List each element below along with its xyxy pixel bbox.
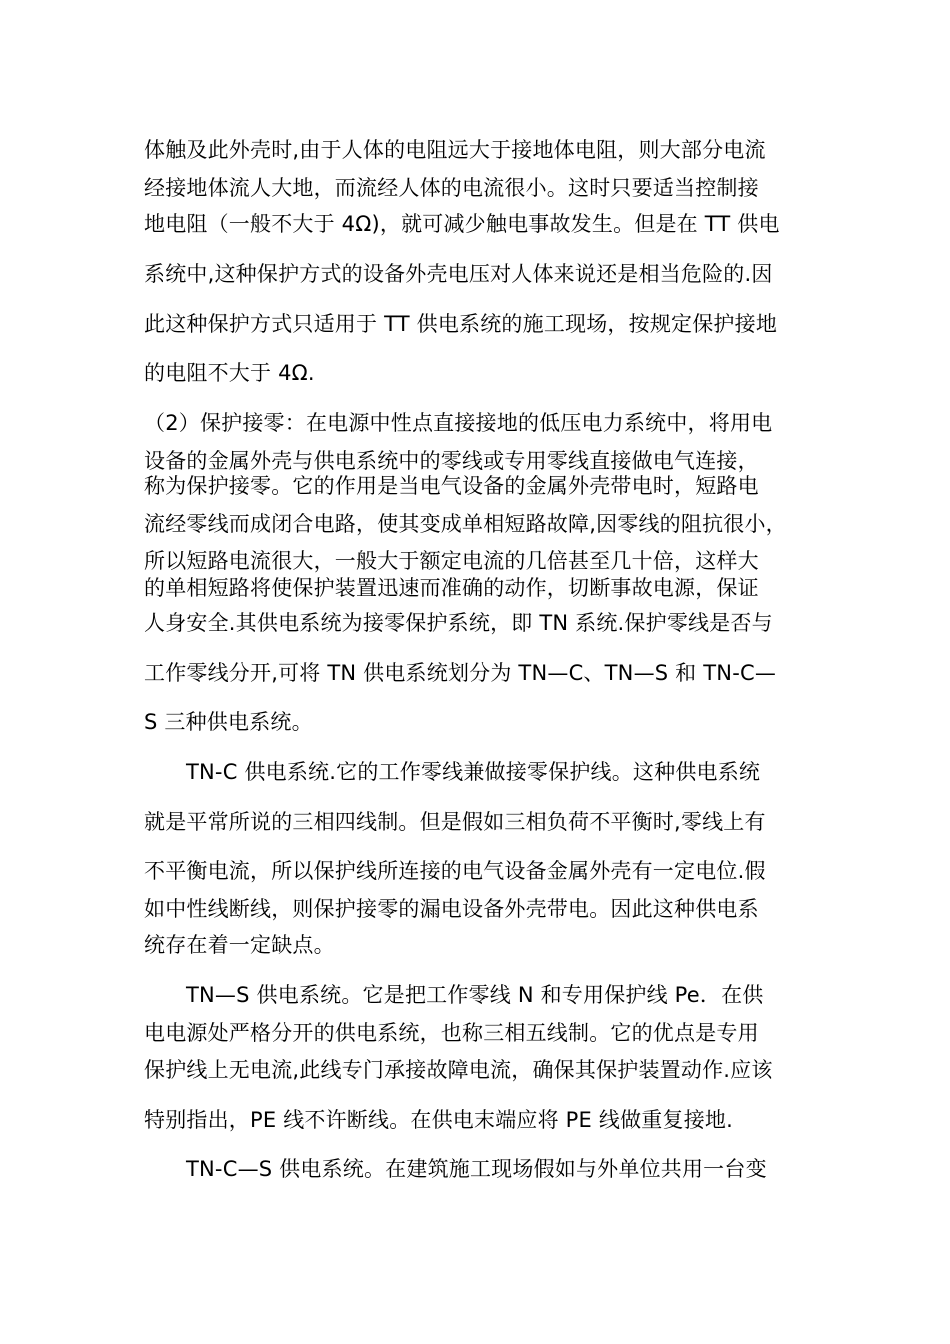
text-line: 体触及此外壳时,由于人体的电阻远大于接地体电阻，则大部分电流	[144, 138, 766, 162]
text-line: S 三种供电系统。	[144, 710, 313, 734]
text-line: 所以短路电流很大，一般大于额定电流的几倍甚至几十倍，这样大	[144, 549, 759, 573]
text-line: TN-C—S 供电系统。在建筑施工现场假如与外单位共用一台变	[186, 1157, 767, 1181]
text-line: TN-C 供电系统.它的工作零线兼做接零保护线。这种供电系统	[186, 760, 761, 784]
text-line: 的电阻不大于 4Ω.	[144, 361, 315, 385]
text-line: 此这种保护方式只适用于 TT 供电系统的施工现场，按规定保护接地	[144, 312, 778, 336]
text-line: 设备的金属外壳与供电系统中的零线或专用零线直接做电气连接，	[144, 449, 759, 473]
text-line: 的单相短路将使保护装置迅速而准确的动作，切断事故电源，保证	[144, 576, 759, 600]
text-line: 统存在着一定缺点。	[144, 933, 335, 957]
text-line: 不平衡电流，所以保护线所连接的电气设备金属外壳有一定电位.假	[144, 859, 766, 883]
text-line: TN—S 供电系统。它是把工作零线 N 和专用保护线 Pe．在供	[186, 983, 764, 1007]
text-line: 流经零线而成闭合电路，使其变成单相短路故障,因零线的阻抗很小，	[144, 512, 787, 536]
text-line: 经接地体流人大地，而流经人体的电流很小。这时只要适当控制接	[144, 176, 759, 200]
text-line: 如中性线断线，则保护接零的漏电设备外壳带电。因此这种供电系	[144, 897, 759, 921]
text-line: （2）保护接零：在电源中性点直接接地的低压电力系统中，将用电	[144, 411, 773, 435]
text-line: 工作零线分开,可将 TN 供电系统划分为 TN—C、TN—S 和 TN-C—	[144, 661, 777, 685]
text-line: 特别指出，PE 线不许断线。在供电末端应将 PE 线做重复接地.	[144, 1108, 733, 1132]
text-line: 系统中,这种保护方式的设备外壳电压对人体来说还是相当危险的.因	[144, 262, 773, 286]
text-line: 保护线上无电流,此线专门承接故障电流，确保其保护装置动作.应该	[144, 1058, 773, 1082]
text-line: 称为保护接零。它的作用是当电气设备的金属外壳带电时，短路电	[144, 474, 759, 498]
text-line: 电电源处严格分开的供电系统，也称三相五线制。它的优点是专用	[144, 1021, 759, 1045]
text-line: 人身安全.其供电系统为接零保护系统，即 TN 系统.保护零线是否与	[144, 611, 773, 635]
text-line: 地电阻（一般不大于 4Ω)，就可减少触电事故发生。但是在 TT 供电	[144, 212, 780, 236]
text-line: 就是平常所说的三相四线制。但是假如三相负荷不平衡时,零线上有	[144, 810, 766, 834]
